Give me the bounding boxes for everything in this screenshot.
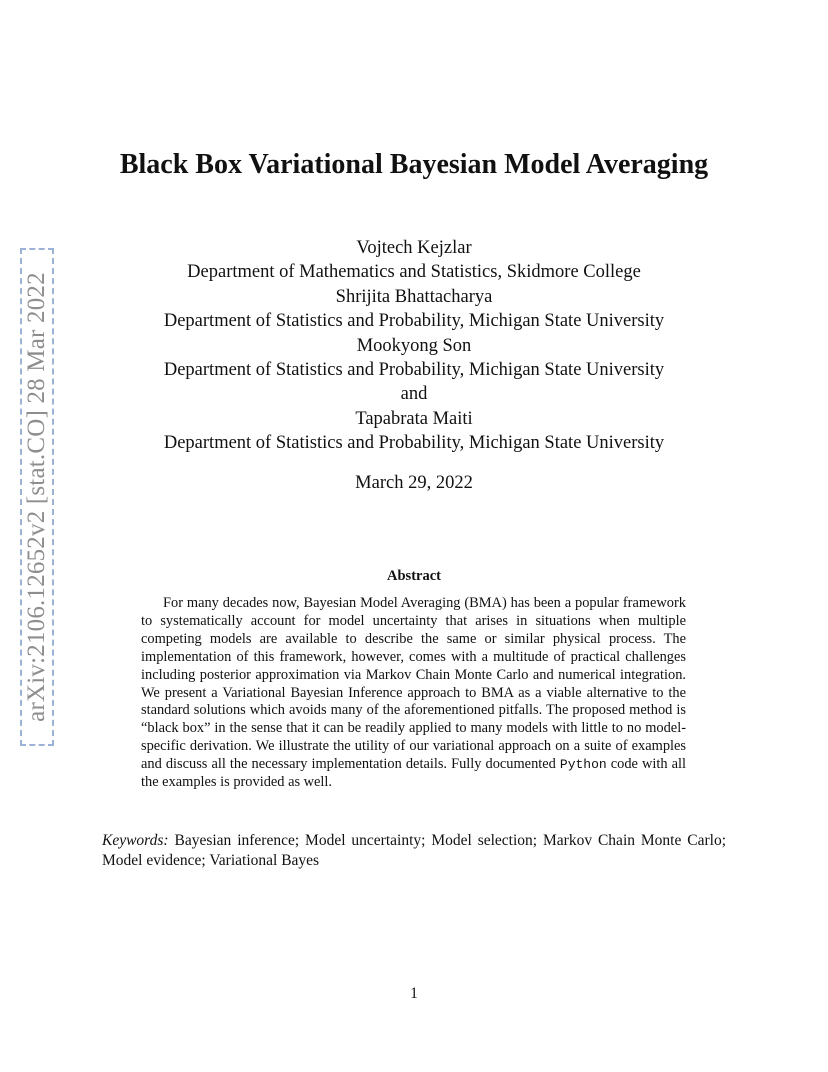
keywords-label: Keywords: xyxy=(102,832,169,849)
author-name: Mookyong Son xyxy=(356,335,472,356)
author-block xyxy=(80,236,748,456)
paper-date: March 29, 2022 xyxy=(355,473,473,493)
keywords-line xyxy=(102,831,726,871)
page-number: 1 xyxy=(410,985,418,1002)
abstract-body xyxy=(141,595,686,792)
author-affiliation: Department of Statistics and Probability, Michigan State University xyxy=(163,311,665,332)
author-affiliation: Department of Statistics and Probability, Michigan State University xyxy=(163,433,665,454)
abstract-heading: Abstract xyxy=(387,568,441,584)
author-name: Shrijita Bhattacharya xyxy=(335,286,493,307)
paper-title: Black Box Variational Bayesian Model Averaging xyxy=(119,149,709,180)
author-affiliation: Department of Statistics and Probability, Michigan State University xyxy=(163,360,665,381)
author-name: Tapabrata Maiti xyxy=(355,408,473,429)
author-name: Vojtech Kejzlar xyxy=(356,238,472,258)
arxiv-identifier-stamp xyxy=(20,248,54,746)
abstract-text-end: code with all the examples is provided as well. xyxy=(141,756,686,791)
abstract-code-term: Python xyxy=(559,757,607,773)
author-conjunction: and xyxy=(400,384,428,405)
abstract-text: For many decades now, Bayesian Model Averaging (BMA) has been a popular framework to systematically account for model uncertainty that arises in situations when multiple competing models are available to describe the same or similar physical process. The implementation of this framework, however, comes with a multitude of practical challenges including posterior approximation via Markov Chain Monte Carlo and numerical integration. We present a Variational Bayesian Inference approach to BMA as a viable alternative to the standard solutions which avoids many of the aforementioned pitfalls. The proposed method is “black box” in the sense that it can be readily applied to many models with little to no model-specific derivation. We illustrate the utility of our variational approach on a suite of examples and discuss all the necessary implementation details. Fully documented xyxy=(141,595,686,773)
arxiv-identifier-text: arXiv:2106.12652v2 [stat.CO] 28 Mar 2022 xyxy=(23,272,50,722)
author-affiliation: Department of Mathematics and Statistics, Skidmore College xyxy=(187,262,641,283)
keywords-text: Bayesian inference; Model uncertainty; Model selection; Markov Chain Monte Carlo; Model evidence; Variational Bayes xyxy=(102,832,726,869)
